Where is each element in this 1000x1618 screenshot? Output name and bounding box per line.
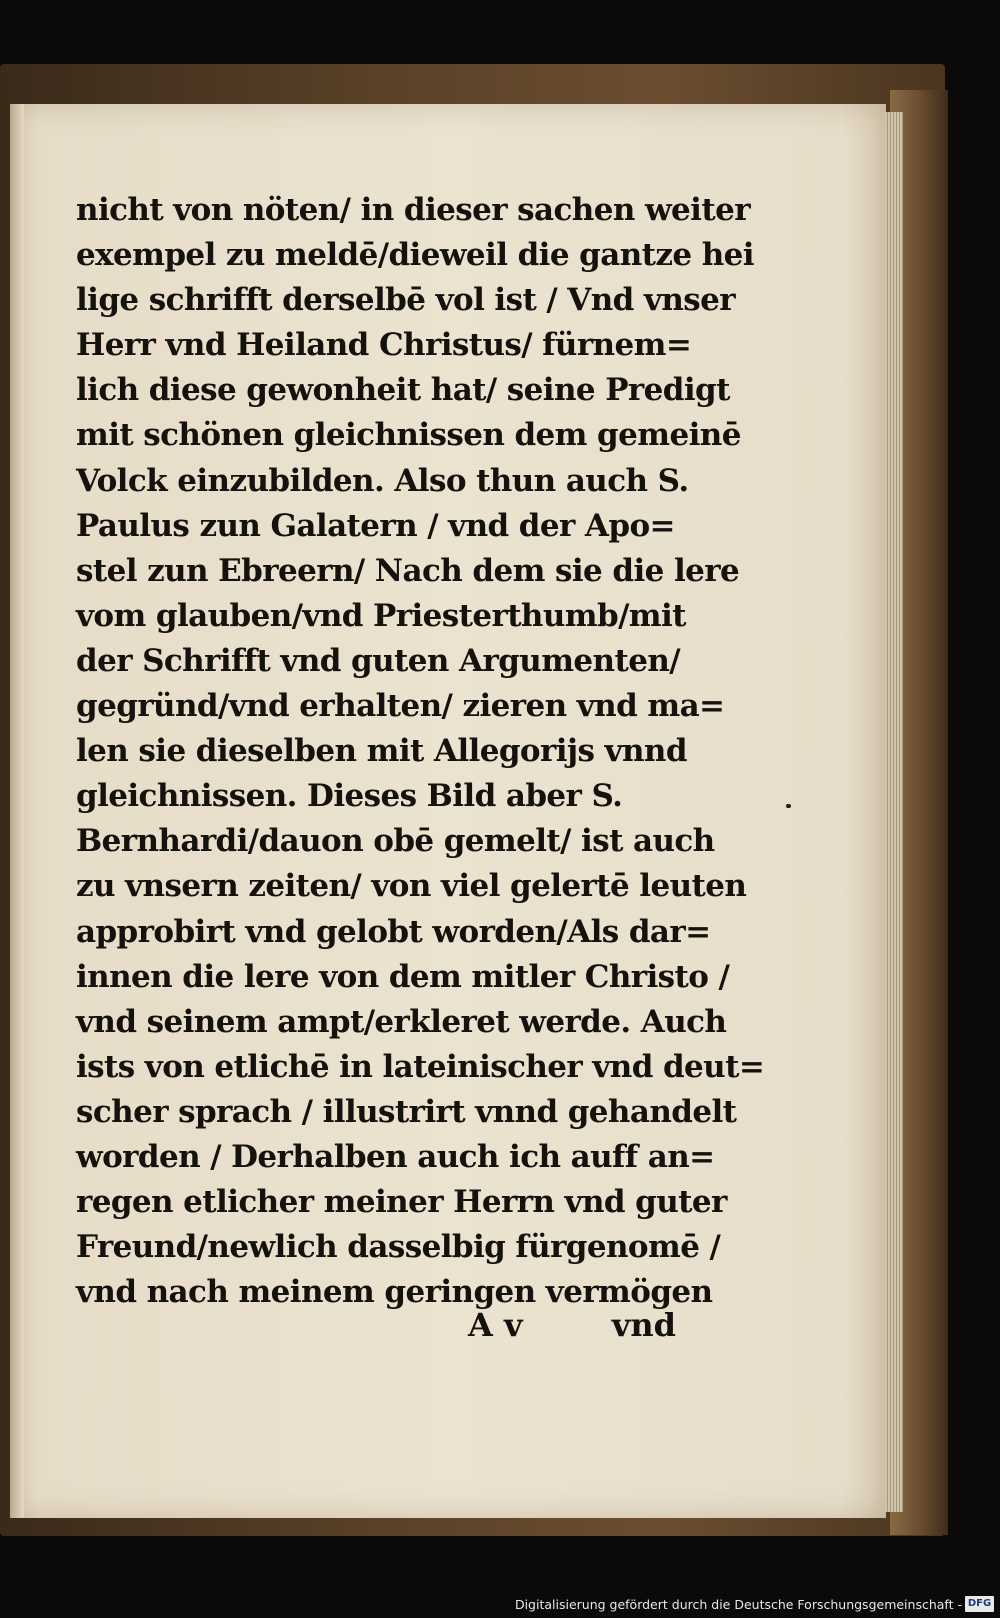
text-line: stel zun Ebreern/ Nach dem sie die lere bbox=[76, 552, 740, 589]
ink-speck bbox=[786, 804, 791, 808]
text-line: len sie dieselben mit Allegorijs vnnd bbox=[76, 733, 687, 770]
text-line: innen die lere von dem mitler Christo / bbox=[76, 958, 730, 995]
text-line: gegründ/vnd erhalten/ zieren vnd ma= bbox=[76, 688, 725, 725]
page-text bbox=[76, 188, 765, 1315]
funding-credit: Digitalisierung gefördert durch die Deutsche Forschungsgemeinschaft - bbox=[514, 1597, 962, 1612]
page-gutter bbox=[10, 104, 24, 1518]
text-line: Herr vnd Heiland Christus/ fürnem= bbox=[76, 327, 692, 364]
text-line: der Schrifft vnd guten Argumenten/ bbox=[76, 642, 680, 679]
text-line: Freund/newlich dasselbig fürgenomē / bbox=[76, 1229, 721, 1266]
text-line: lich diese gewonheit hat/ seine Predigt bbox=[76, 372, 730, 409]
footer-bar bbox=[0, 1592, 1000, 1618]
text-line: vnd seinem ampt/erkleret werde. Auch bbox=[76, 1003, 727, 1040]
text-line: exempel zu meldē/dieweil die gantze hei bbox=[76, 237, 754, 274]
dfg-logo: DFG bbox=[965, 1596, 994, 1612]
text-line: worden / Derhalben auch ich auff an= bbox=[76, 1138, 715, 1175]
text-line: ists von etlichē in lateinischer vnd deut= bbox=[76, 1048, 765, 1085]
text-line: regen etlicher meiner Herrn vnd guter bbox=[76, 1184, 727, 1221]
text-line: Bernhardi/dauon obē gemelt/ ist auch bbox=[76, 823, 715, 860]
page-edges bbox=[885, 112, 903, 1512]
text-line: Volck einzubilden. Also thun auch S. bbox=[76, 462, 689, 499]
text-line: vom glauben/vnd Priesterthumb/mit bbox=[76, 597, 686, 634]
text-line: lige schrifft derselbē vol ist / Vnd vnser bbox=[76, 282, 736, 319]
text-line: mit schönen gleichnissen dem gemeinē bbox=[76, 417, 741, 454]
text-line: zu vnsern zeiten/ von viel gelertē leuten bbox=[76, 868, 747, 905]
text-line: vnd nach meinem geringen vermögen bbox=[76, 1274, 713, 1311]
signature-mark: A v bbox=[468, 1306, 523, 1344]
text-line: approbirt vnd gelobt worden/Als dar= bbox=[76, 913, 711, 950]
text-line: gleichnissen. Dieses Bild aber S. bbox=[76, 778, 623, 815]
catchword: vnd bbox=[611, 1306, 676, 1344]
text-line: Paulus zun Galatern / vnd der Apo= bbox=[76, 507, 675, 544]
text-line: nicht von nöten/ in dieser sachen weiter bbox=[76, 192, 750, 228]
page-foot bbox=[76, 1300, 676, 1350]
text-line: scher sprach / illustrirt vnnd gehandelt bbox=[76, 1093, 737, 1130]
